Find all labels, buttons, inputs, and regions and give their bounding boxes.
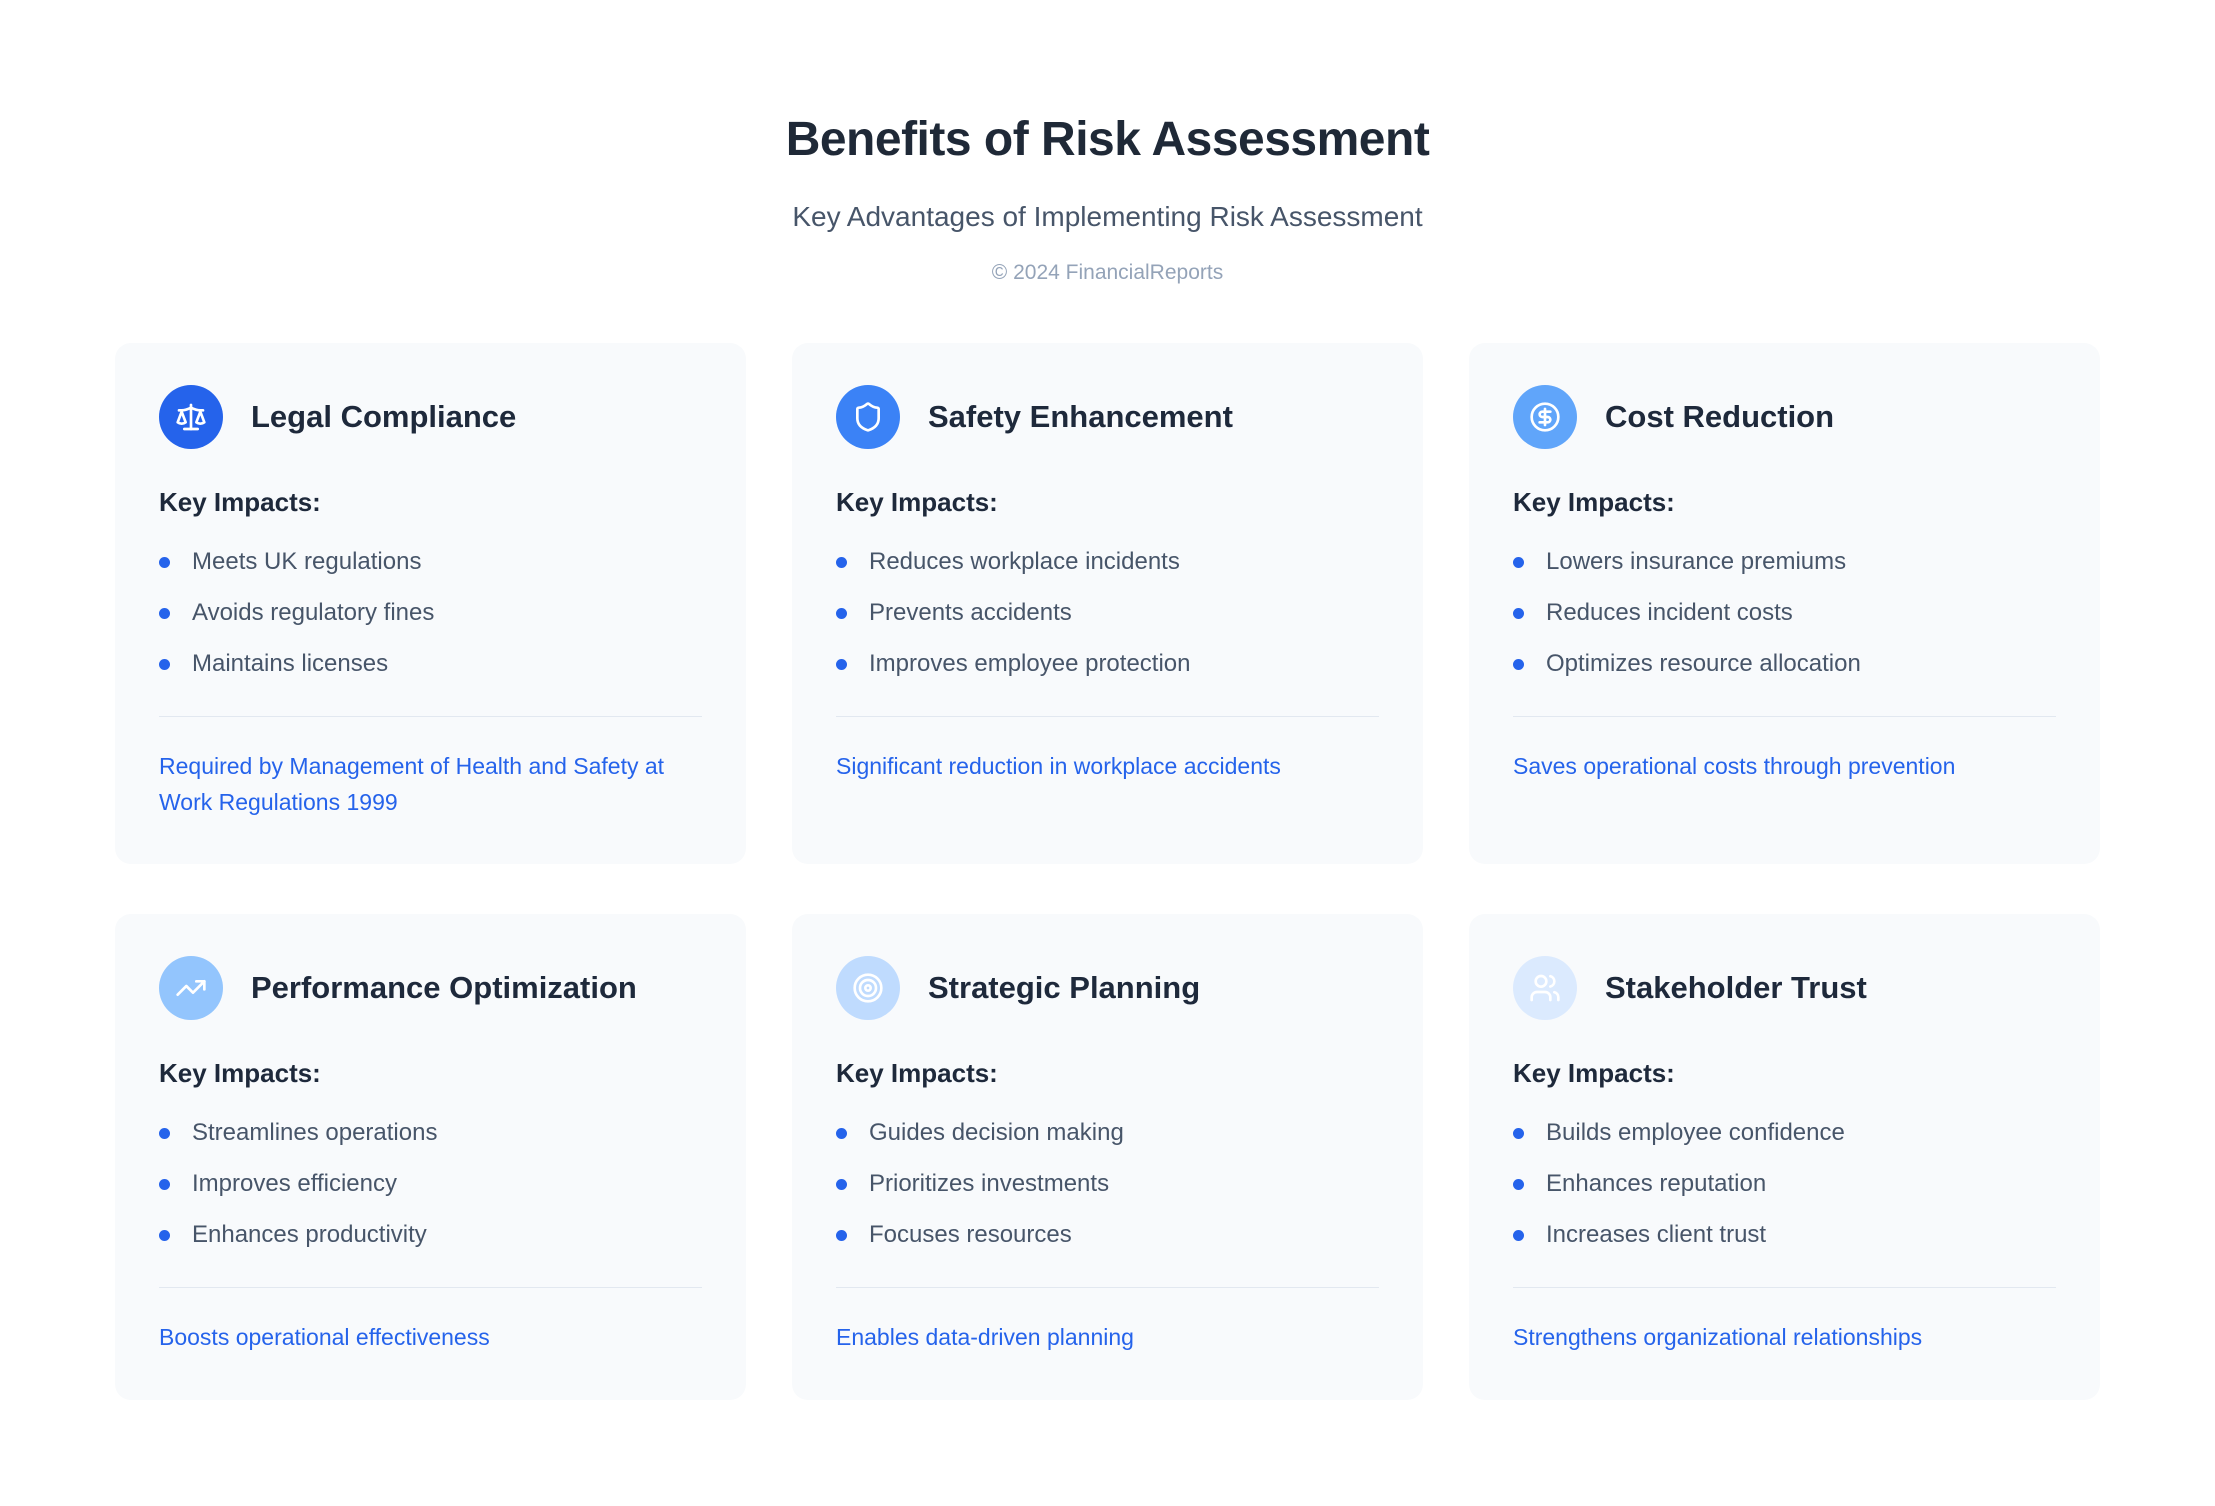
- impact-text: Increases client trust: [1546, 1221, 1767, 1249]
- list-item: [1513, 1119, 2056, 1147]
- cards-grid: [0, 343, 2215, 1400]
- bullet-dot-icon: [159, 659, 170, 670]
- impact-text: Avoids regulatory fines: [192, 599, 435, 626]
- list-item: [1513, 650, 2056, 678]
- impacts-list: [1513, 548, 2056, 678]
- bullet-dot-icon: [1513, 1230, 1524, 1241]
- card-header: [836, 385, 1379, 449]
- divider: [159, 716, 702, 717]
- bullet-dot-icon: [159, 557, 170, 568]
- page-subtitle: Key Advantages of Implementing Risk Assessment: [792, 201, 1423, 232]
- card-title: Legal Compliance: [251, 399, 517, 435]
- impacts-list: [159, 1119, 702, 1249]
- card-header: [1513, 956, 2056, 1020]
- impact-text: Enhances reputation: [1546, 1170, 1767, 1198]
- list-item: [836, 650, 1379, 678]
- card-footnote: Strengthens organizational relationships: [1513, 1324, 1923, 1351]
- impacts-list: [836, 548, 1379, 678]
- impacts-list: [159, 548, 702, 678]
- scales-icon: [159, 385, 223, 449]
- divider: [159, 1287, 702, 1288]
- bullet-dot-icon: [836, 1230, 847, 1241]
- impact-text: Guides decision making: [869, 1119, 1124, 1147]
- card-footnote: Boosts operational effectiveness: [159, 1324, 490, 1351]
- key-impacts-heading: Key Impacts:: [159, 1058, 321, 1089]
- card-header: [159, 385, 702, 449]
- bullet-dot-icon: [159, 1179, 170, 1190]
- card-footnote: Enables data-driven planning: [836, 1324, 1134, 1351]
- card-safety-enhancement: [792, 343, 1423, 864]
- impact-text: Reduces workplace incidents: [869, 548, 1180, 575]
- list-item: [159, 650, 702, 678]
- impact-text: Prioritizes investments: [869, 1170, 1110, 1198]
- list-item: [159, 1170, 702, 1198]
- divider: [836, 716, 1379, 717]
- impact-text: Maintains licenses: [192, 650, 389, 677]
- card-stakeholder-trust: [1469, 914, 2100, 1400]
- card-footnote: Required by Management of Health and Safety at Work Regulations 1999: [159, 753, 665, 815]
- bullet-dot-icon: [1513, 608, 1524, 619]
- impacts-list: [1513, 1119, 2056, 1249]
- dollar-circle-icon: [1513, 385, 1577, 449]
- impact-text: Builds employee confidence: [1546, 1119, 1845, 1147]
- key-impacts-heading: Key Impacts:: [836, 1058, 998, 1089]
- page-header: [0, 0, 2215, 285]
- key-impacts-heading: Key Impacts:: [1513, 487, 1675, 517]
- card-title: Stakeholder Trust: [1605, 970, 1867, 1006]
- list-item: [836, 599, 1379, 627]
- list-item: [1513, 599, 2056, 627]
- impacts-list: [836, 1119, 1379, 1249]
- impact-text: Optimizes resource allocation: [1546, 650, 1861, 677]
- copyright-text: © 2024 FinancialReports: [991, 261, 1224, 284]
- impact-text: Streamlines operations: [192, 1119, 438, 1147]
- impact-text: Lowers insurance premiums: [1546, 548, 1847, 575]
- bullet-dot-icon: [836, 557, 847, 568]
- card-cost-reduction: [1469, 343, 2100, 864]
- key-impacts-heading: Key Impacts:: [836, 487, 998, 517]
- card-title: Cost Reduction: [1605, 399, 1835, 435]
- divider: [1513, 1287, 2056, 1288]
- list-item: [836, 1170, 1379, 1198]
- key-impacts-heading: Key Impacts:: [1513, 1058, 1675, 1089]
- card-header: [836, 956, 1379, 1020]
- shield-icon: [836, 385, 900, 449]
- list-item: [1513, 1170, 2056, 1198]
- list-item: [836, 548, 1379, 576]
- card-legal-compliance: [115, 343, 746, 864]
- card-header: [1513, 385, 2056, 449]
- page-title: Benefits of Risk Assessment: [785, 113, 1430, 166]
- bullet-dot-icon: [836, 608, 847, 619]
- impact-text: Improves employee protection: [869, 650, 1191, 677]
- list-item: [159, 548, 702, 576]
- list-item: [159, 1119, 702, 1147]
- list-item: [1513, 1221, 2056, 1249]
- list-item: [836, 1119, 1379, 1147]
- impact-text: Enhances productivity: [192, 1221, 427, 1249]
- trending-up-icon: [159, 956, 223, 1020]
- bullet-dot-icon: [1513, 557, 1524, 568]
- impact-text: Meets UK regulations: [192, 548, 422, 575]
- key-impacts-heading: Key Impacts:: [159, 487, 321, 517]
- card-title: Safety Enhancement: [928, 399, 1233, 435]
- bullet-dot-icon: [1513, 1128, 1524, 1139]
- card-title: Strategic Planning: [928, 970, 1201, 1006]
- impact-text: Prevents accidents: [869, 599, 1072, 626]
- card-footnote: Saves operational costs through prevention: [1513, 753, 1956, 779]
- bullet-dot-icon: [836, 1179, 847, 1190]
- divider: [1513, 716, 2056, 717]
- list-item: [159, 599, 702, 627]
- bullet-dot-icon: [836, 1128, 847, 1139]
- users-icon: [1513, 956, 1577, 1020]
- card-header: [159, 956, 702, 1020]
- list-item: [836, 1221, 1379, 1249]
- bullet-dot-icon: [1513, 1179, 1524, 1190]
- card-strategic-planning: [792, 914, 1423, 1400]
- impact-text: Reduces incident costs: [1546, 599, 1793, 626]
- list-item: [159, 1221, 702, 1249]
- impact-text: Focuses resources: [869, 1221, 1072, 1249]
- target-icon: [836, 956, 900, 1020]
- bullet-dot-icon: [1513, 659, 1524, 670]
- impact-text: Improves efficiency: [192, 1170, 397, 1198]
- divider: [836, 1287, 1379, 1288]
- card-footnote: Significant reduction in workplace accidents: [836, 753, 1281, 779]
- bullet-dot-icon: [159, 1230, 170, 1241]
- bullet-dot-icon: [159, 608, 170, 619]
- card-performance-optimization: [115, 914, 746, 1400]
- list-item: [1513, 548, 2056, 576]
- card-title: Performance Optimization: [251, 970, 637, 1006]
- bullet-dot-icon: [159, 1128, 170, 1139]
- bullet-dot-icon: [836, 659, 847, 670]
